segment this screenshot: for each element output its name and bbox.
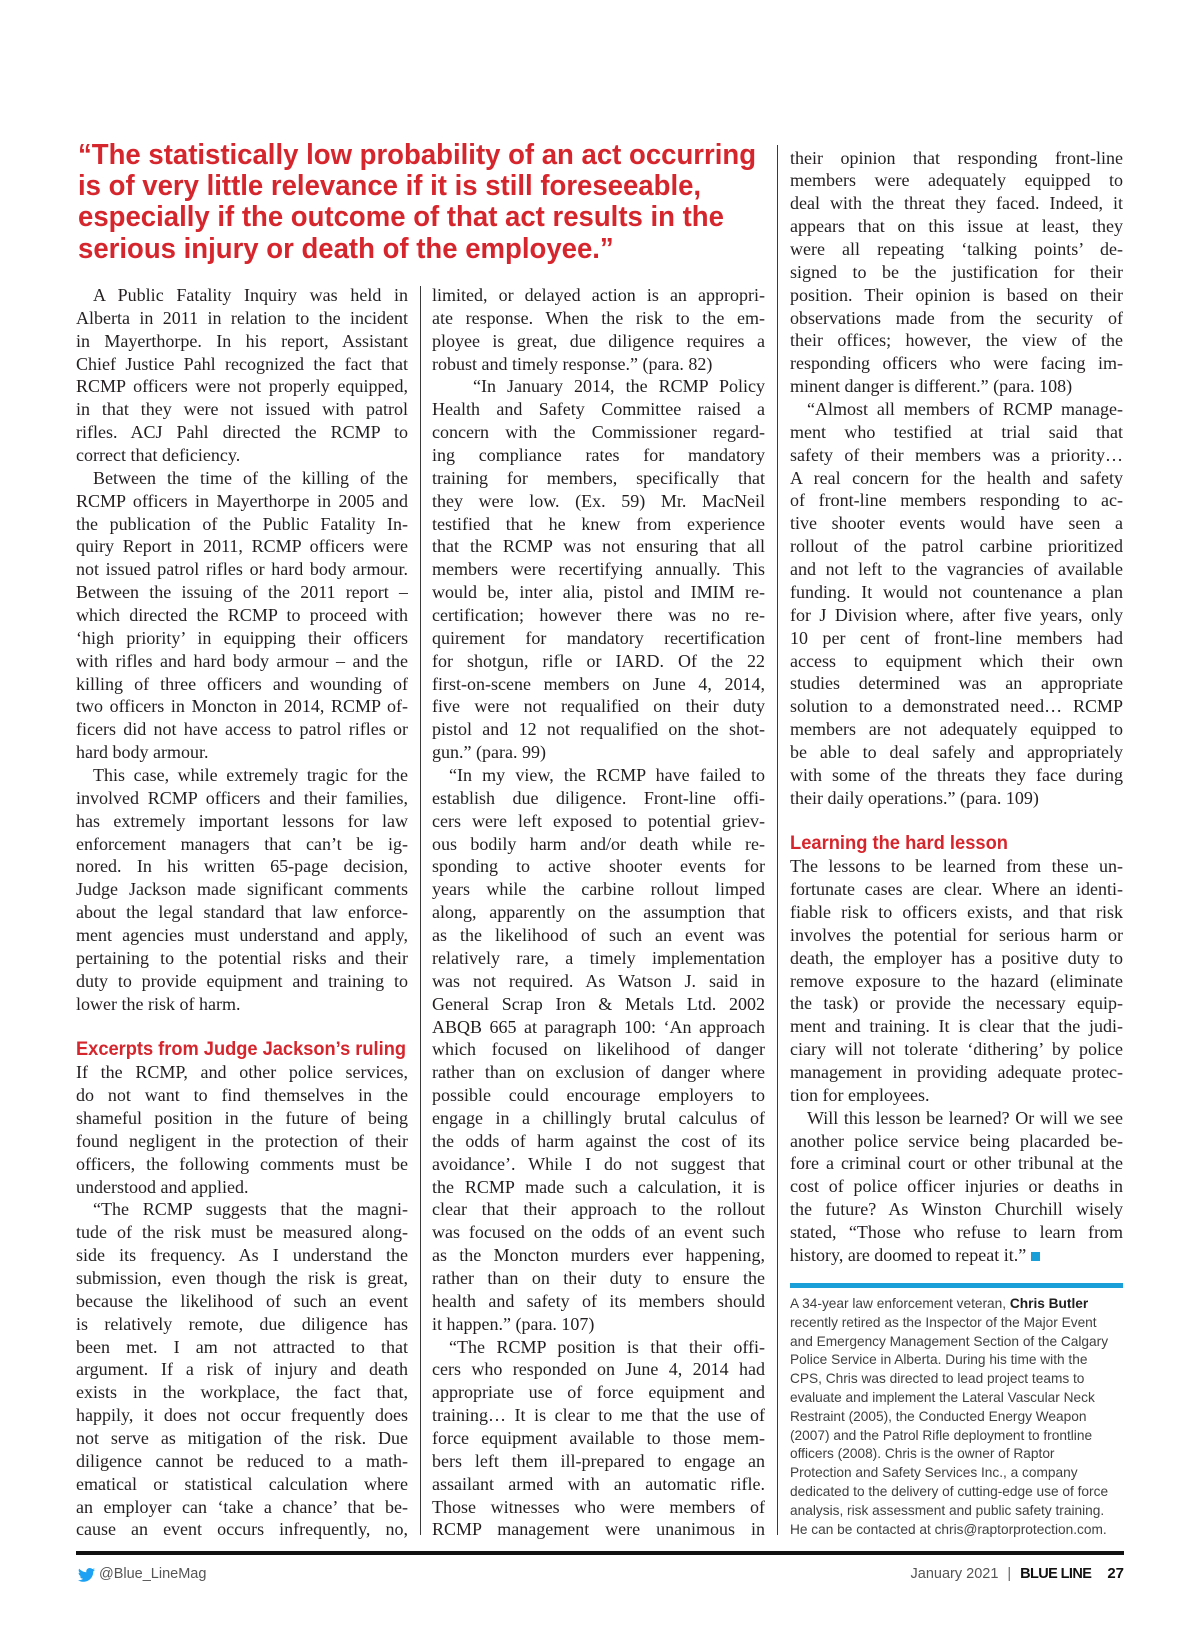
spacer xyxy=(790,810,1123,833)
text-line: involved RCMP officers and their families, xyxy=(76,787,408,808)
text-line: nored. In his written 65-page decision, xyxy=(76,856,408,877)
text-line: quiry Report in 2011, RCMP officers were xyxy=(76,536,408,557)
text-line: quirement for mandatory recertification xyxy=(432,627,765,648)
text-line: “In January 2014, the RCMP Policy xyxy=(473,376,765,397)
text-line: concern with the Commissioner regard- xyxy=(432,422,765,443)
text-line: cers who responded on June 4, 2014 had xyxy=(432,1359,765,1380)
text-line: certification; however there was no re- xyxy=(432,605,765,626)
text-line: the task) or provide the necessary equip- xyxy=(790,993,1123,1014)
paragraph xyxy=(432,1336,765,1542)
bio-line xyxy=(790,1295,1088,1314)
text-line: management in providing adequate protec- xyxy=(790,1061,1123,1082)
text-line: members were adequately equipped to xyxy=(790,170,1123,191)
paragraph xyxy=(76,764,408,1015)
text-line: A Public Fatality Inquiry was held in xyxy=(93,285,408,305)
text-line: testified that he knew from experience xyxy=(432,513,765,534)
text-line: ficers did not have access to patrol rifles or xyxy=(76,719,408,740)
folio xyxy=(911,1564,1124,1584)
text-line: ABQB 665 at paragraph 100: ‘An approach xyxy=(432,1016,765,1037)
text-line: ment and training. It is clear that the judi- xyxy=(790,1016,1123,1037)
text-line: Between the time of the killing of the xyxy=(93,467,408,488)
text-line: ing compliance rates for mandatory xyxy=(432,445,765,466)
bio-lines xyxy=(790,1314,1118,1540)
text-line: ous bodily harm and/or death while re- xyxy=(432,833,765,854)
text-line: their opinion that responding front-line xyxy=(790,147,1123,168)
folio-separator: | xyxy=(1007,1566,1012,1582)
text-line: officers, the following comments must be xyxy=(76,1153,408,1174)
text-line: 10 per cent of front-line members had xyxy=(790,627,1123,648)
article-column-2 xyxy=(432,284,765,1541)
text-line: rifles. ACJ Pahl directed the RCMP to xyxy=(76,422,408,443)
text-line: appears that on this issue at least, they xyxy=(790,216,1123,237)
footer-rule xyxy=(76,1551,1124,1555)
text-line: another police service being placarded be- xyxy=(790,1130,1123,1151)
text-line: found negligent in the protection of their xyxy=(76,1130,408,1151)
text-line: which focused on likelihood of danger xyxy=(432,1039,765,1060)
text-line: years while the carbine rollout limped xyxy=(432,879,765,900)
spacer xyxy=(76,1016,408,1039)
text-line: ‘high priority’ in equipping their officers xyxy=(76,627,408,648)
text-line: A real concern for the health and safety xyxy=(790,467,1123,488)
text-line: avoidance’. While I do not suggest that xyxy=(432,1153,765,1174)
text-line: shameful position in the future of being xyxy=(76,1107,408,1128)
text-line: involves the potential for serious harm or xyxy=(790,924,1123,945)
text-line: cause an event occurs infrequently, no, xyxy=(76,1519,408,1540)
section-heading-text: Excerpts from Judge Jackson’s ruling xyxy=(76,1038,406,1061)
text-line: for J Division where, after five years, only xyxy=(790,604,1123,625)
text-line: as the Moncton murders ever happening, xyxy=(432,1245,765,1266)
section-heading-text: Learning the hard lesson xyxy=(790,832,1009,855)
text-line: studies determined was an appropriate xyxy=(790,673,1123,694)
text-line: that the RCMP was not ensuring that all xyxy=(432,536,765,557)
text-line: Alberta in 2011 in relation to the incident xyxy=(76,307,408,328)
text-line: members are not adequately equipped to xyxy=(790,719,1123,740)
end-square-icon xyxy=(1031,1252,1040,1261)
text-line: tive shooter events would have seen a xyxy=(790,513,1123,534)
paragraph xyxy=(790,1107,1123,1267)
text-line: were all repeating ‘talking points’ de- xyxy=(790,239,1123,260)
text-line: “The RCMP suggests that the magni- xyxy=(93,1199,408,1220)
text-line: Judge Jackson made significant comments xyxy=(76,879,408,900)
text-line: safety of their members was a priority… xyxy=(790,444,1123,465)
text-line: be able to deal safely and appropriately xyxy=(790,741,1123,762)
text-line: been met. I am not attracted to that xyxy=(76,1336,408,1357)
text-line: signed to be the justification for their xyxy=(790,261,1123,282)
bio-line: (2007) and the Patrol Rifle deployment to frontline xyxy=(790,1427,1093,1443)
twitter-handle: @Blue_LineMag xyxy=(99,1566,207,1582)
paragraph xyxy=(790,855,1123,1106)
text-line: the RCMP made such a calculation, it is xyxy=(432,1176,765,1197)
bio-line: evaluate and implement the Lateral Vascular Neck xyxy=(790,1389,1095,1405)
text-line: force equipment available to those mem- xyxy=(432,1427,765,1448)
bio-line: Restraint (2005), the Conducted Energy Weapon xyxy=(790,1408,1087,1424)
text-line: ate response. When the risk to the em- xyxy=(432,307,765,328)
pull-quote-line: especially if the outcome of that act results in the xyxy=(78,201,724,234)
issue-date: January 2021 xyxy=(910,1566,999,1582)
text-line: minent danger is different.” (para. 108) xyxy=(790,376,1073,397)
pull-quote xyxy=(78,140,756,265)
text-line: because the likelihood of such an event xyxy=(76,1290,408,1311)
text-line: sponding to active shooter events for xyxy=(432,856,765,877)
text-line: death, the employer has a positive duty to xyxy=(790,947,1123,968)
text-line: access to equipment which their own xyxy=(790,650,1123,671)
text-line: limited, or delayed action is an appropri- xyxy=(432,285,765,305)
text-line: is relatively remote, due diligence has xyxy=(76,1313,408,1334)
bio-line: dedicated to the delivery of cutting-edge use of force xyxy=(790,1483,1109,1499)
bio-line: Police Service in Alberta. During his time with the xyxy=(790,1352,1088,1368)
magazine-name: BLUE LINE xyxy=(1020,1566,1092,1582)
bio-line: and Emergency Management Section of the Calgary xyxy=(790,1333,1109,1349)
text-line: not issued patrol rifles or hard body armour. xyxy=(76,559,408,580)
text-line: Chief Justice Pahl recognized the fact that xyxy=(76,353,408,374)
text-line: diligence cannot be reduced to a math- xyxy=(76,1450,408,1471)
text-line: ployee is great, due diligence requires a xyxy=(432,330,765,351)
bio-divider xyxy=(790,1283,1123,1288)
text-line: their daily operations.” (para. 109) xyxy=(790,787,1039,808)
pull-quote-line: “The statistically low probability of an act occurring xyxy=(78,139,757,171)
text-line: engage in a chillingly brutal calculus of xyxy=(432,1107,765,1128)
text-line: appropriate use of force equipment and xyxy=(432,1382,765,1403)
text-line: in that they were not issued with patrol xyxy=(76,399,408,420)
text-line: understood and applied. xyxy=(76,1176,249,1197)
text-line: in Mayerthorpe. In his report, Assistant xyxy=(76,330,408,351)
text-line: pistol and 12 not requalified on the shot- xyxy=(432,719,765,740)
text-line: tion for employees. xyxy=(790,1084,930,1105)
text-line: tude of the risk must be measured along- xyxy=(76,1222,408,1243)
author-name: Chris Butler xyxy=(1009,1296,1089,1311)
text-line: remove exposure to the hazard (eliminate xyxy=(790,970,1123,991)
text-line: establish due diligence. Front-line offi- xyxy=(432,787,765,808)
paragraph xyxy=(76,1061,408,1198)
text-line: observations made from the security of xyxy=(790,307,1123,328)
text-line: side its frequency. As I understand the xyxy=(76,1245,408,1266)
text-line: RCMP management were unanimous in xyxy=(432,1519,765,1540)
text-line: health and safety of its members should xyxy=(432,1290,765,1311)
paragraph xyxy=(790,147,1123,398)
text-line: and not left to the vagrancies of available xyxy=(790,559,1123,580)
twitter-bird-icon xyxy=(78,1567,95,1582)
text-line: which directed the RCMP to proceed with xyxy=(76,605,408,626)
text-line: the odds of harm against the cost of its xyxy=(432,1130,765,1151)
bio-line: officers (2008). Chris is the owner of Raptor xyxy=(790,1446,1055,1462)
text-line: do not want to find themselves in the xyxy=(76,1085,408,1106)
text-line: has extremely important lessons for law xyxy=(76,810,408,831)
text-line: correct that deficiency. xyxy=(76,445,241,466)
paragraph xyxy=(790,398,1123,809)
text-line: relatively rare, a timely implementation xyxy=(432,947,765,968)
bio-line: He can be contacted at chris@raptorprotection.com. xyxy=(790,1521,1107,1537)
text-line: Health and Safety Committee raised a xyxy=(432,399,765,420)
article-column-3 xyxy=(790,147,1123,1267)
text-line: members were recertifying annually. This xyxy=(432,559,765,580)
text-line: ematical or statistical calculation where xyxy=(76,1473,408,1494)
text-line: “In my view, the RCMP have failed to xyxy=(449,765,765,786)
text-line: would be, inter alia, pistol and IMIM re- xyxy=(432,582,765,603)
text-line: hard body armour. xyxy=(76,742,209,763)
text-line: bers left them ill-prepared to engage an xyxy=(432,1450,765,1471)
paragraph xyxy=(76,467,408,764)
text-line: robust and timely response.” (para. 82) xyxy=(432,353,713,374)
text-line: with some of the threats they face during xyxy=(790,764,1123,785)
text-line: they were low. (Ex. 59) Mr. MacNeil xyxy=(432,490,765,511)
text-line: possible could encourage employers to xyxy=(432,1085,765,1106)
text-line: fore a criminal court or other tribunal at the xyxy=(790,1153,1123,1174)
text-line: Between the issuing of the 2011 report – xyxy=(76,582,408,603)
text-line: an employer can ‘take a chance’ that be- xyxy=(76,1496,408,1517)
text-line: training… It is clear to me that the use of xyxy=(432,1405,765,1426)
pull-quote-line: is of very little relevance if it is still foreseeable, xyxy=(78,170,702,203)
text-line: funding. It would not countenance a plan xyxy=(790,581,1123,602)
text-line: their offices; however, the view of the xyxy=(790,330,1123,351)
text-line: duty to provide equipment and training to xyxy=(76,970,408,991)
text-line: ment agencies must understand and apply, xyxy=(76,925,408,946)
author-bio xyxy=(790,1295,1118,1539)
text-line: was not required. As Watson J. said in xyxy=(432,970,765,991)
bio-line: recently retired as the Inspector of the Major Event xyxy=(790,1314,1097,1330)
text-line: the future? As Winston Churchill wisely xyxy=(790,1199,1123,1220)
text-line: position. Their opinion is based on their xyxy=(790,284,1123,305)
text-line: for shotgun, rifle or IARD. Of the 22 xyxy=(432,650,765,671)
text-line: as the likelihood of such an event was xyxy=(432,925,765,946)
text-line: ciary will not tolerate ‘dithering’ by police xyxy=(790,1039,1123,1060)
paragraph xyxy=(76,284,408,467)
text-line: happily, it does not occur frequently does xyxy=(76,1405,408,1426)
text-line: argument. If a risk of injury and death xyxy=(76,1359,408,1380)
text-line: This case, while extremely tragic for the xyxy=(93,765,408,786)
text-line: it happen.” (para. 107) xyxy=(432,1313,595,1334)
paragraph xyxy=(76,1198,408,1541)
text-line: five were not requalified on their duty xyxy=(432,696,765,717)
bio-line: CPS, Chris was directed to lead project teams to xyxy=(790,1371,1085,1387)
text-line: rollout of the patrol carbine prioritized xyxy=(790,536,1123,557)
paragraph xyxy=(432,764,765,1335)
text-line: with rifles and hard body armour – and the xyxy=(76,650,408,671)
text-line: clear that their approach to the rollout xyxy=(432,1199,765,1220)
text-line: “Almost all members of RCMP manage- xyxy=(807,399,1123,420)
text-line: If the RCMP, and other police services, xyxy=(76,1062,408,1083)
text-line: two officers in Moncton in 2014, RCMP of- xyxy=(76,696,408,717)
column-divider xyxy=(777,145,778,1535)
text-line: history, are doomed to repeat it.” xyxy=(790,1244,1123,1267)
text-line: fortunate cases are clear. Where an identi- xyxy=(790,879,1123,900)
bio-lead: A 34-year law enforcement veteran, xyxy=(790,1296,1010,1311)
section-heading xyxy=(790,832,1008,855)
text-line: gun.” (para. 99) xyxy=(432,742,546,763)
page-number: 27 xyxy=(1107,1565,1124,1582)
text-line: fiable risk to officers exists, and that risk xyxy=(790,901,1123,922)
text-line: first-on-scene members on June 4, 2014, xyxy=(432,673,765,694)
text-line: solution to a demonstrated need… RCMP xyxy=(790,696,1123,717)
text-line: Will this lesson be learned? Or will we see xyxy=(807,1107,1123,1128)
text-line: was focused on the odds of an event such xyxy=(432,1222,765,1243)
text-line: “The RCMP position is that their offi- xyxy=(449,1336,765,1357)
text-line: the publication of the Public Fatality In- xyxy=(76,513,408,534)
text-line: along, apparently on the assumption that xyxy=(432,902,765,923)
text-line: deal with the threat they faced. Indeed, it xyxy=(790,193,1123,214)
text-line: pertaining to the potential risks and their xyxy=(76,947,408,968)
text-line: cers were left exposed to potential griev- xyxy=(432,810,765,831)
section-heading xyxy=(76,1038,406,1061)
text-line: RCMP officers were not properly equipped, xyxy=(76,376,408,397)
text-line: lower the risk of harm. xyxy=(76,993,241,1014)
paragraph xyxy=(432,284,765,375)
text-line: rather than on their duty to ensure the xyxy=(432,1267,765,1288)
text-line: Those witnesses who were members of xyxy=(432,1496,765,1517)
text-line: of front-line members responding to ac- xyxy=(790,490,1123,511)
text-line: not serve as mitigation of the risk. Due xyxy=(76,1427,408,1448)
column-divider xyxy=(420,286,421,1535)
text-line: responding officers who were facing im- xyxy=(790,353,1123,374)
text-line: training for members, specifically that xyxy=(432,467,765,488)
text-line: The lessons to be learned from these un- xyxy=(790,856,1123,877)
text-line: rather than on exclusion of danger where xyxy=(432,1062,765,1083)
bio-line: analysis, risk assessment and public safety training. xyxy=(790,1502,1105,1518)
text-line: submission, even though the risk is great, xyxy=(76,1267,408,1288)
bio-line: Protection and Safety Services Inc., a company xyxy=(790,1465,1078,1481)
text-line: General Scrap Iron & Metals Ltd. 2002 xyxy=(432,993,765,1014)
text-line: enforcement managers that can’t be ig- xyxy=(76,833,408,854)
text-line: cost of police officer injuries or deaths in xyxy=(790,1176,1123,1197)
text-line: ment who testified at trial said that xyxy=(790,421,1123,442)
text-line: killing of three officers and wounding of xyxy=(76,673,408,694)
text-line: exists in the workplace, the fact that, xyxy=(76,1382,408,1403)
pull-quote-line: serious injury or death of the employee.” xyxy=(78,232,614,265)
text-line: stated, “Those who refuse to learn from xyxy=(790,1221,1123,1242)
paragraph xyxy=(432,375,765,764)
text-line: RCMP officers in Mayerthorpe in 2005 and xyxy=(76,490,408,511)
text-line: about the legal standard that law enforce- xyxy=(76,902,408,923)
text-line: assailant armed with an automatic rifle. xyxy=(432,1473,765,1494)
article-column-1 xyxy=(76,284,408,1541)
